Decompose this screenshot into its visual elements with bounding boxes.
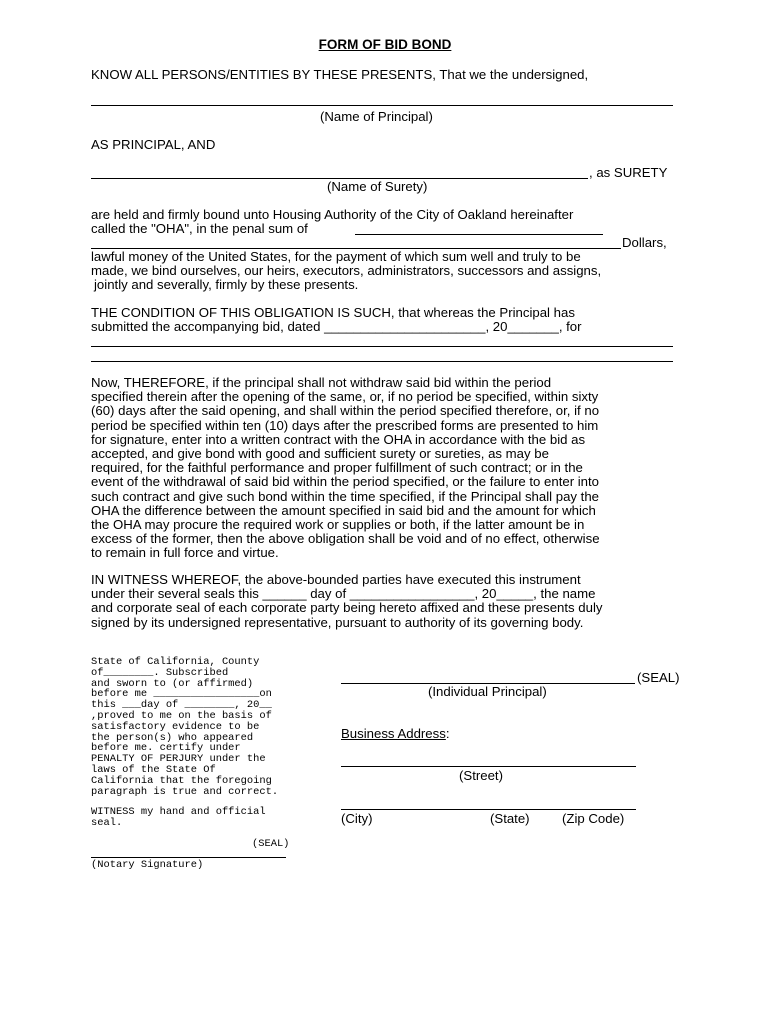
therefore-line: event of the withdrawal of said bid within the period specified, or the failure to enter into [91, 474, 600, 490]
business-address-label: Business Address [341, 726, 446, 741]
held-bound-line-2: called the "OHA", in the penal sum of [91, 221, 308, 236]
therefore-line: for signature, enter into a written contract with the OHA in accordance with the bid as [91, 431, 586, 447]
individual-principal-caption: (Individual Principal) [428, 684, 547, 699]
intro-text: KNOW ALL PERSONS/ENTITIES BY THESE PRESENTS, That we the undersigned, [91, 67, 589, 82]
principal-name-line [91, 105, 673, 106]
surety-caption: (Name of Surety) [327, 179, 428, 194]
notary-line: and sworn to (or affirmed) [91, 677, 254, 690]
notary-line: this ___day of ________, 20__ [91, 699, 272, 712]
business-address-heading [341, 727, 450, 741]
therefore-line: the OHA may procure the required work or supplies or both, if the latter amount be in [91, 517, 585, 533]
document-title: FORM OF BID BOND [318, 37, 452, 52]
therefore-line: OHA the difference between the amount specified in said bid and the amount for which [91, 502, 596, 518]
seal-label: (SEAL) [637, 670, 680, 685]
principal-caption: (Name of Principal) [320, 109, 433, 124]
condition-blank-line-2 [91, 361, 673, 362]
held-bound-line-5: made, we bind ourselves, our heirs, executors, administrators, successors and assigns, [91, 263, 602, 278]
held-bound-line-4: lawful money of the United States, for the payment of which sum well and truly to be [91, 249, 581, 264]
street-line [341, 766, 636, 767]
penal-sum-line [355, 234, 603, 235]
held-bound-line-6: jointly and severally, firmly by these presents. [94, 277, 359, 292]
therefore-line: such contract and give such bond within the time specified, if the Principal shall pay the [91, 488, 600, 504]
notary-line: laws of the State Of [91, 763, 216, 776]
notary-signature-label: (Notary Signature) [91, 859, 204, 871]
witness-line: under their several seals this ______ day of _________________, 20_____, the name [91, 586, 596, 602]
notary-witness-line: WITNESS my hand and official [91, 806, 266, 818]
witness-line: IN WITNESS WHEREOF, the above-bounded parties have executed this instrument [91, 572, 581, 587]
therefore-line: accepted, and give bond with good and sufficient surety or sureties, as may be [91, 446, 549, 462]
therefore-line: to remain in full force and virtue. [91, 545, 279, 561]
notary-block [91, 657, 278, 797]
state-caption: (State) [490, 811, 530, 826]
street-caption: (Street) [459, 768, 503, 783]
zip-caption: (Zip Code) [562, 811, 625, 826]
therefore-line: excess of the former, then the above obligation shall be void and of no effect, otherwise [91, 531, 600, 547]
therefore-line: specified therein after the opening of the same, or, if no period be specified, within sixty [91, 389, 599, 405]
notary-line: State of California, County [91, 656, 260, 668]
business-address-colon: : [445, 726, 450, 741]
condition-blank-line-1 [91, 346, 673, 347]
notary-line: before me. certify under [91, 742, 241, 755]
notary-witness-block [91, 807, 266, 829]
notary-line: satisfactory evidence to be [91, 720, 260, 733]
as-principal-text: AS PRINCIPAL, AND [91, 137, 216, 152]
condition-line-2: submitted the accompanying bid, dated ______________________, 20_______, for [91, 319, 582, 334]
therefore-line: required, for the faithful performance and proper fulfillment of such contract; or in the [91, 460, 583, 476]
therefore-line: period be specified within ten (10) days after the prescribed forms are presented to him [91, 417, 599, 433]
notary-signature-line [91, 857, 286, 858]
notary-seal-label: (SEAL) [252, 838, 290, 850]
notary-line: of________. Subscribed [91, 666, 229, 679]
dollars-text: Dollars, [622, 235, 667, 250]
therefore-line: Now, THEREFORE, if the principal shall not withdraw said bid within the period [91, 375, 552, 390]
notary-line: ,proved to me on the basis of [91, 709, 272, 722]
notary-line: PENALTY OF PERJURY under the [91, 753, 266, 766]
notary-line: before me _________________on [91, 688, 272, 701]
therefore-line: (60) days after the said opening, and shall within the period specified therefore, or, if no [91, 403, 600, 419]
city-state-zip-line [341, 809, 636, 810]
held-bound-line-1: are held and firmly bound unto Housing Authority of the City of Oakland hereinafter [91, 207, 574, 222]
condition-line-1: THE CONDITION OF THIS OBLIGATION IS SUCH, that whereas the Principal has [91, 305, 575, 320]
as-surety-text: , as SURETY [589, 165, 668, 180]
witness-paragraph [91, 573, 681, 630]
notary-witness-line: seal. [91, 816, 123, 829]
notary-line: California that the foregoing [91, 774, 272, 787]
therefore-paragraph [91, 376, 681, 561]
city-caption: (City) [341, 811, 373, 826]
notary-line: the person(s) who appeared [91, 731, 254, 744]
witness-line: signed by its undersigned representative, pursuant to authority of its governing body. [91, 614, 584, 630]
witness-line: and corporate seal of each corporate party being hereto affixed and these presents duly [91, 600, 603, 616]
notary-line: paragraph is true and correct. [91, 785, 279, 798]
